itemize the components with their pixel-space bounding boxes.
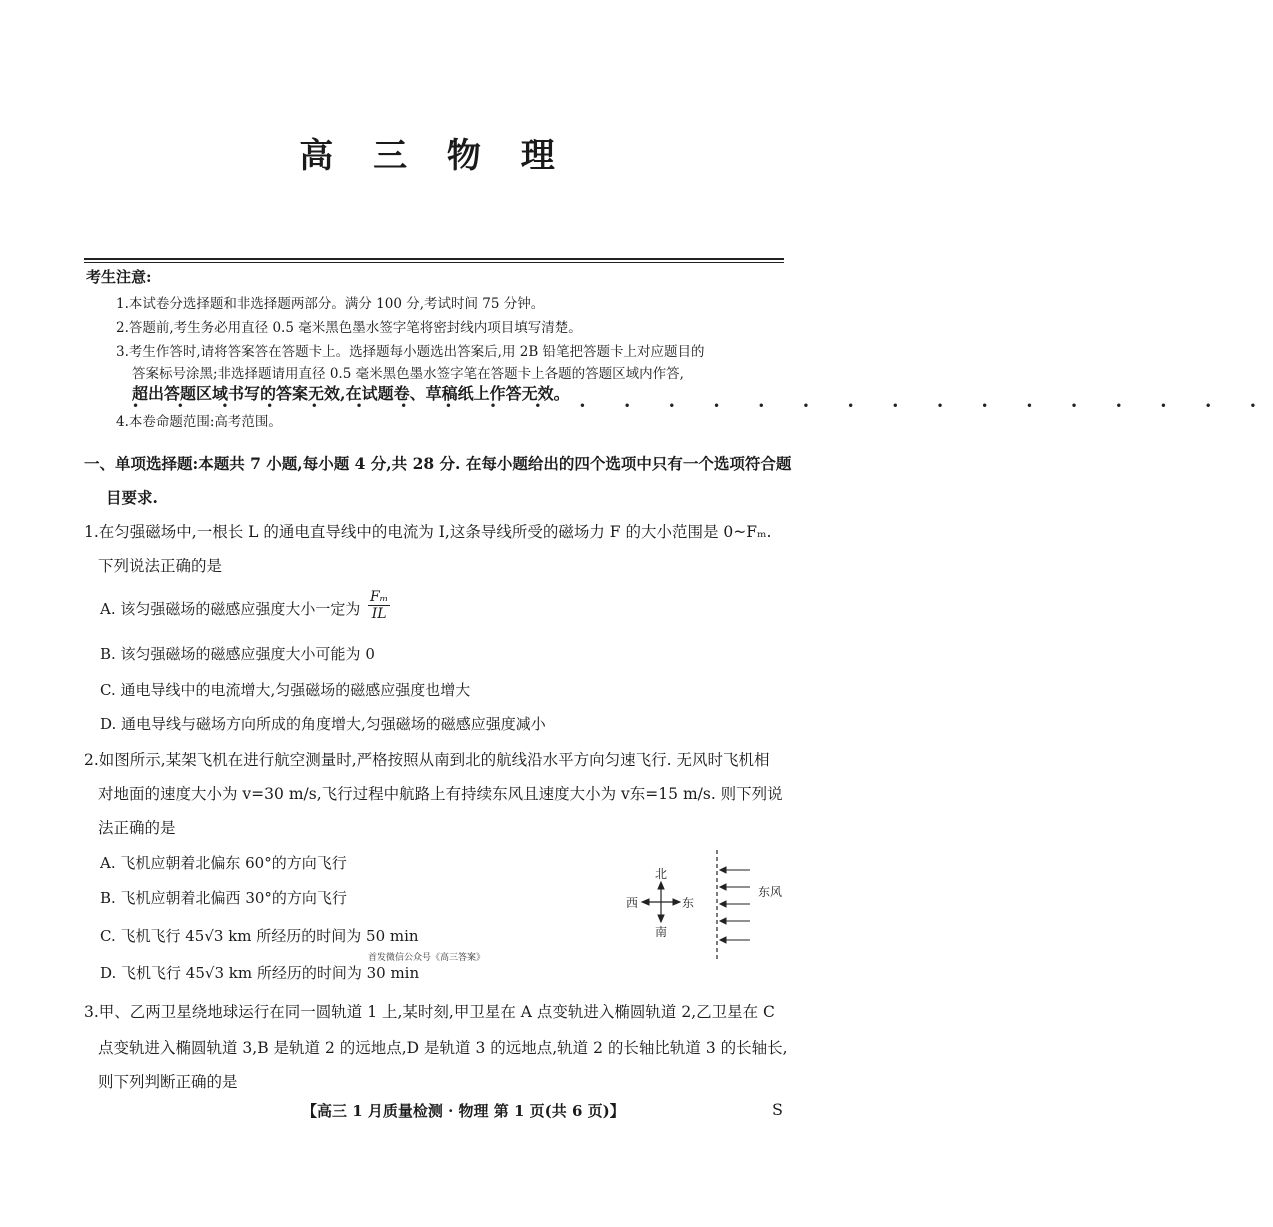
q1-option-a: A. 该匀强磁场的磁感应强度大小一定为: [100, 600, 361, 618]
header-rule-thin: [84, 262, 784, 263]
compass-east-label: 东: [682, 896, 695, 910]
q2-wind-diagram: [620, 848, 790, 960]
q2-stem-line3: 法正确的是: [98, 819, 176, 837]
notice-item-2: 2.答题前,考生务必用直径 0.5 毫米黑色墨水签字笔将密封线内项目填写清楚。: [116, 320, 582, 336]
page-title: 高 三 物 理: [299, 136, 569, 176]
q3-stem-line3: 则下列判断正确的是: [98, 1073, 238, 1091]
compass-west-label: 西: [626, 896, 639, 910]
q1-option-c: C. 通电导线中的电流增大,匀强磁场的磁感应强度也增大: [100, 681, 471, 699]
fraction-denominator: IL: [371, 606, 387, 622]
notice-item-3: 3.考生作答时,请将答案答在答题卡上。选择题每小题选出答案后,用 2B 铅笔把答题卡上对应题目的: [116, 344, 705, 360]
wind-label: 东风: [758, 885, 783, 899]
q3-stem-line1: 3.甲、乙两卫星绕地球运行在同一圆轨道 1 上,某时刻,甲卫星在 A 点变轨进入椭圆轨道 2,乙卫星在 C: [84, 1003, 775, 1021]
section-heading: 一、单项选择题:本题共 7 小题,每小题 4 分,共 28 分. 在每小题给出的四个选项中只有一个选项符合题: [84, 454, 792, 473]
q2-stem-line1: 2.如图所示,某架飞机在进行航空测量时,严格按照从南到北的航线沿水平方向匀速飞行. 无风时飞机相: [84, 751, 770, 769]
wind-arrows: [720, 867, 750, 943]
compass-rose: [642, 882, 680, 922]
compass-north-label: 北: [655, 867, 668, 881]
emphasis-dots: • • • • • • • • • • • • • • • • • • • • • • • • • •: [132, 399, 1273, 413]
q1-option-b: B. 该匀强磁场的磁感应强度大小可能为 0: [100, 645, 375, 663]
footer-code: S: [772, 1100, 783, 1119]
q1-stem-line2: 下列说法正确的是: [98, 557, 223, 575]
wind-arrow-icon: [720, 884, 726, 890]
notice-heading: 考生注意:: [86, 268, 152, 286]
q1-option-d: D. 通电导线与磁场方向所成的角度增大,匀强磁场的磁感应强度减小: [100, 715, 546, 733]
arrow-south-icon: [658, 915, 664, 922]
section-heading-cont: 目要求.: [106, 488, 158, 507]
q2-option-a: A. 飞机应朝着北偏东 60°的方向飞行: [100, 854, 347, 872]
notice-item-3-cont: 答案标号涂黑;非选择题请用直径 0.5 毫米黑色墨水签字笔在答题卡上各题的答题区域内作答,: [132, 366, 684, 382]
wind-arrow-icon: [720, 918, 726, 924]
q2-option-c: C. 飞机飞行 45√3 km 所经历的时间为 50 min: [100, 927, 419, 945]
q2-stem-line2: 对地面的速度大小为 v=30 m/s,飞行过程中航路上有持续东风且速度大小为 v东=15 m/s. 则下列说: [98, 785, 783, 803]
notice-item-4: 4.本卷命题范围:高考范围。: [116, 414, 282, 430]
notice-item-3-emphasis: 超出答题区域书写的答案无效,在试题卷、草稿纸上作答无效。: [132, 384, 570, 403]
arrow-east-icon: [673, 899, 680, 905]
fraction-numerator: Fₘ: [370, 589, 389, 605]
q3-stem-line2: 点变轨进入椭圆轨道 3,B 是轨道 2 的远地点,D 是轨道 3 的远地点,轨道 2 的长轴比轨道 3 的长轴长,: [98, 1039, 788, 1057]
header-rule: [84, 258, 784, 260]
wind-arrow-icon: [720, 867, 726, 873]
q1-option-a-fraction: [368, 589, 390, 622]
compass-south-label: 南: [655, 925, 668, 939]
q2-option-d: D. 飞机飞行 45√3 km 所经历的时间为 30 min: [100, 964, 420, 982]
wind-arrow-icon: [720, 901, 726, 907]
wind-arrow-icon: [720, 937, 726, 943]
watermark-caption: 首发微信公众号《高三答案》: [368, 953, 486, 963]
q1-stem-line1: 1.在匀强磁场中,一根长 L 的通电直导线中的电流为 I,这条导线所受的磁场力 F 的大小范围是 0~Fₘ.: [84, 523, 772, 541]
page-footer: 【高三 1 月质量检测 · 物理 第 1 页(共 6 页)】: [302, 1102, 625, 1120]
q2-option-b: B. 飞机应朝着北偏西 30°的方向飞行: [100, 889, 347, 907]
arrow-west-icon: [642, 899, 649, 905]
notice-item-1: 1.本试卷分选择题和非选择题两部分。满分 100 分,考试时间 75 分钟。: [116, 296, 545, 312]
arrow-north-icon: [658, 882, 664, 889]
